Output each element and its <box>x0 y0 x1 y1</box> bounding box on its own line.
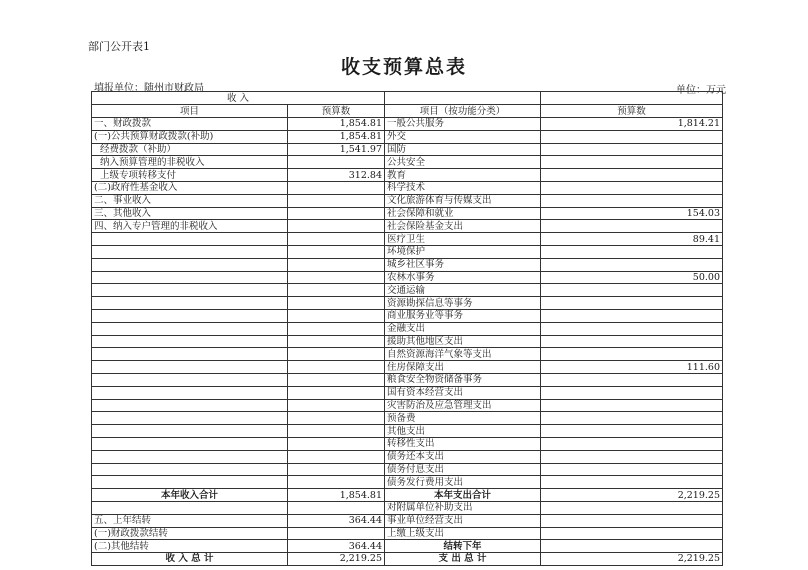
income-value <box>288 258 385 271</box>
income-value: 364.44 <box>288 540 385 553</box>
income-value <box>288 271 385 284</box>
expense-item: 教育 <box>385 169 541 182</box>
income-value <box>288 450 385 463</box>
expense-item: 公共安全 <box>385 156 541 169</box>
income-header: 收 入 <box>92 92 385 105</box>
table-row <box>92 220 723 233</box>
income-item: 上级专项转移支付 <box>92 169 288 182</box>
expense-value <box>541 437 723 450</box>
income-value <box>288 373 385 386</box>
income-item: 纳入预算管理的非税收入 <box>92 156 288 169</box>
table-row <box>92 399 723 412</box>
expense-value: 1,814.21 <box>541 118 723 131</box>
income-item <box>92 245 288 258</box>
income-item: (二)其他结转 <box>92 540 288 553</box>
income-value <box>288 245 385 258</box>
expense-value <box>541 245 723 258</box>
income-item: 经费拨款（补助） <box>92 143 288 156</box>
income-item <box>92 284 288 297</box>
income-item: 四、纳入专户管理的非税收入 <box>92 220 288 233</box>
expense-item: 援助其他地区支出 <box>385 335 541 348</box>
expense-value <box>541 514 723 527</box>
income-item <box>92 450 288 463</box>
expense-item: 事业单位经营支出 <box>385 514 541 527</box>
income-item: (一)公共预算财政拨款(补助) <box>92 130 288 143</box>
income-value <box>288 181 385 194</box>
income-item <box>92 348 288 361</box>
income-grand-label: 收 入 总 计 <box>92 553 288 566</box>
income-value <box>288 386 385 399</box>
expense-item: 其他支出 <box>385 425 541 438</box>
expense-value <box>541 181 723 194</box>
expense-value <box>541 130 723 143</box>
income-value <box>288 309 385 322</box>
expense-item: 农林水事务 <box>385 271 541 284</box>
expense-item: 社会保险基金支出 <box>385 220 541 233</box>
income-item <box>92 425 288 438</box>
reporting-unit: 填报单位：随州市财政局 <box>94 83 204 94</box>
income-value <box>288 322 385 335</box>
income-value <box>288 527 385 540</box>
document-label: 部门公开表1 <box>88 40 150 53</box>
money-unit: 单位：万元 <box>676 85 726 96</box>
header-row-columns <box>92 105 723 118</box>
income-value <box>288 399 385 412</box>
expense-item: 转移性支出 <box>385 437 541 450</box>
income-value <box>288 476 385 489</box>
table-row <box>92 194 723 207</box>
expense-item: 国有资本经营支出 <box>385 386 541 399</box>
table-row <box>92 463 723 476</box>
expense-item: 商业服务业等事务 <box>385 309 541 322</box>
expense-item: 灾害防治及应急管理支出 <box>385 399 541 412</box>
table-row <box>92 425 723 438</box>
table-row <box>92 335 723 348</box>
table-row <box>92 297 723 310</box>
income-item: (二)政府性基金收入 <box>92 181 288 194</box>
expense-value: 111.60 <box>541 361 723 374</box>
expense-item: 债务还本支出 <box>385 450 541 463</box>
expense-value <box>541 348 723 361</box>
expense-item: 金融支出 <box>385 322 541 335</box>
income-value <box>288 501 385 514</box>
expense-value <box>541 425 723 438</box>
expense-value <box>541 450 723 463</box>
expense-value <box>541 309 723 322</box>
table-row <box>92 412 723 425</box>
expense-value <box>541 322 723 335</box>
income-value: 1,541.97 <box>288 143 385 156</box>
table-row <box>92 258 723 271</box>
income-item: 二、事业收入 <box>92 194 288 207</box>
income-grand-value: 2,219.25 <box>288 553 385 566</box>
table-row <box>92 386 723 399</box>
expense-item: 住房保障支出 <box>385 361 541 374</box>
expense-value <box>541 335 723 348</box>
income-value: 312.84 <box>288 169 385 182</box>
table-row <box>92 207 723 220</box>
income-value <box>288 156 385 169</box>
income-item: 三、其他收入 <box>92 207 288 220</box>
table-row <box>92 156 723 169</box>
expense-item: 上缴上级支出 <box>385 527 541 540</box>
table-row <box>92 501 723 514</box>
income-value: 1,854.81 <box>288 118 385 131</box>
expense-item: 债务发行费用支出 <box>385 476 541 489</box>
budget-table <box>91 91 723 566</box>
income-item <box>92 322 288 335</box>
income-value <box>288 335 385 348</box>
expense-item: 结转下年 <box>385 540 541 553</box>
expense-value <box>541 501 723 514</box>
expense-item: 对附属单位补助支出 <box>385 501 541 514</box>
expense-item: 城乡社区事务 <box>385 258 541 271</box>
expense-item: 国防 <box>385 143 541 156</box>
income-item-header: 项目 <box>92 105 288 118</box>
income-item <box>92 373 288 386</box>
expense-value <box>541 373 723 386</box>
expense-value: 50.00 <box>541 271 723 284</box>
income-item <box>92 309 288 322</box>
expense-value: 89.41 <box>541 233 723 246</box>
table-row <box>92 169 723 182</box>
income-value <box>288 412 385 425</box>
expense-value <box>541 258 723 271</box>
expense-value: 154.03 <box>541 207 723 220</box>
expense-value <box>541 412 723 425</box>
expense-item: 粮食安全物资储备事务 <box>385 373 541 386</box>
income-value <box>288 220 385 233</box>
table-row <box>92 284 723 297</box>
expense-value <box>541 143 723 156</box>
expense-total-label: 本年支出合计 <box>385 489 541 502</box>
expense-value <box>541 463 723 476</box>
income-item: 五、上年结转 <box>92 514 288 527</box>
expense-item: 社会保障和就业 <box>385 207 541 220</box>
income-value <box>288 284 385 297</box>
income-item <box>92 501 288 514</box>
income-item <box>92 361 288 374</box>
income-item <box>92 258 288 271</box>
expense-budget-header: 预算数 <box>541 105 723 118</box>
grand-total-row <box>92 553 723 566</box>
expense-value <box>541 220 723 233</box>
income-budget-header: 预算数 <box>288 105 385 118</box>
income-item <box>92 437 288 450</box>
expense-value <box>541 386 723 399</box>
totals-row <box>92 489 723 502</box>
income-value <box>288 297 385 310</box>
expense-total-value: 2,219.25 <box>541 489 723 502</box>
income-total-value: 1,854.81 <box>288 489 385 502</box>
expense-value <box>541 156 723 169</box>
expense-item: 自然资源海洋气象等支出 <box>385 348 541 361</box>
income-item <box>92 271 288 284</box>
expense-value <box>541 169 723 182</box>
expense-value <box>541 476 723 489</box>
table-row <box>92 514 723 527</box>
table-row <box>92 271 723 284</box>
income-value <box>288 233 385 246</box>
expense-value <box>541 527 723 540</box>
expense-item: 医疗卫生 <box>385 233 541 246</box>
expense-item: 交通运输 <box>385 284 541 297</box>
expense-value <box>541 284 723 297</box>
expense-grand-label: 支 出 总 计 <box>385 553 541 566</box>
income-item: (一)财政拨款结转 <box>92 527 288 540</box>
table-row <box>92 437 723 450</box>
income-value <box>288 207 385 220</box>
expense-value <box>541 194 723 207</box>
income-value <box>288 437 385 450</box>
expense-item: 环境保护 <box>385 245 541 258</box>
income-item <box>92 335 288 348</box>
income-value: 1,854.81 <box>288 130 385 143</box>
expense-item: 外交 <box>385 130 541 143</box>
income-value: 364.44 <box>288 514 385 527</box>
table-row <box>92 348 723 361</box>
table-row <box>92 373 723 386</box>
table-row <box>92 181 723 194</box>
income-item <box>92 476 288 489</box>
table-row <box>92 476 723 489</box>
expense-item: 文化旅游体育与传媒支出 <box>385 194 541 207</box>
income-value <box>288 463 385 476</box>
expense-grand-value: 2,219.25 <box>541 553 723 566</box>
income-total-label: 本年收入合计 <box>92 489 288 502</box>
page-title: 收支预算总表 <box>340 56 467 78</box>
income-item <box>92 463 288 476</box>
income-value <box>288 361 385 374</box>
expense-item: 科学技术 <box>385 181 541 194</box>
table-row <box>92 540 723 553</box>
table-row <box>92 527 723 540</box>
expense-value <box>541 540 723 553</box>
expense-item: 资源勘探信息等事务 <box>385 297 541 310</box>
table-row <box>92 361 723 374</box>
expense-item-header: 项目（按功能分类） <box>385 105 541 118</box>
header-row-income <box>92 92 723 105</box>
income-value <box>288 194 385 207</box>
expense-value <box>541 297 723 310</box>
table-row <box>92 309 723 322</box>
income-item: 一、财政拨款 <box>92 118 288 131</box>
table-row <box>92 130 723 143</box>
income-item <box>92 399 288 412</box>
income-item <box>92 386 288 399</box>
income-item <box>92 297 288 310</box>
income-item <box>92 233 288 246</box>
expense-item: 预备费 <box>385 412 541 425</box>
table-row <box>92 245 723 258</box>
expense-item: 债务付息支出 <box>385 463 541 476</box>
expense-item: 一般公共服务 <box>385 118 541 131</box>
income-item <box>92 412 288 425</box>
table-row <box>92 143 723 156</box>
table-row <box>92 450 723 463</box>
expense-value <box>541 399 723 412</box>
income-value <box>288 348 385 361</box>
table-row <box>92 322 723 335</box>
table-row <box>92 118 723 131</box>
income-value <box>288 425 385 438</box>
table-row <box>92 233 723 246</box>
